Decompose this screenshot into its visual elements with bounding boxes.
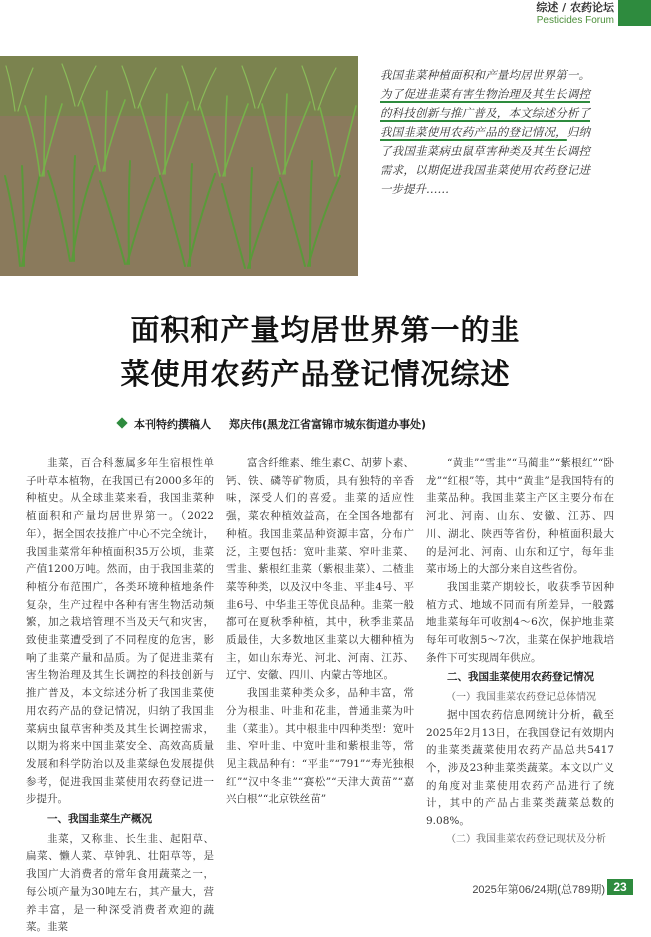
intro-line-2: 为了促进韭菜有害生物治理及其生长调控的科技创新与推广普及，本文综述分析了我国韭菜使用农药产品的登记情况， <box>380 87 590 139</box>
byline-author: 郑庆伟 <box>229 418 262 431</box>
section-heading: 二、我国韭菜使用农药登记情况 <box>447 671 594 684</box>
paragraph: 韭菜，又称韭、长生韭、起阳草、扁菜、懒人菜、草钟乳、壮阳草等，是我国广大消费者的常年食用蔬菜之一，每公顷产量为30吨左右，其产量大，营养丰富，是一种深受消费者欢迎的蔬菜。韭菜 <box>26 832 214 934</box>
paragraph: 富含纤维素、维生素C、胡萝卜素、钙、铁、磷等矿物质，具有独特的辛香味，深受人们的喜爱。韭菜的适应性强，菜农种植效益高，在全国各地都有种植。我国韭菜品种资源丰富，分布广泛，主要包括：宽叶韭菜、窄叶韭菜、雪韭、紫根红韭菜（紫根韭菜）、二楂韭菜等种类，以及汉中冬韭、平韭4号、平韭6号、中华韭王等优良品种。韭菜一般都可在夏秋季种植，其中，秋季韭菜品质最佳，大多数地区韭菜以大棚种植为主，如山东寿光、河北、河南、江苏、辽宁、安徽、四川、内蒙古等地区。 <box>226 457 414 682</box>
byline-role: 本刊特约撰稿人 <box>134 418 211 431</box>
page-footer <box>0 877 651 899</box>
paragraph: 韭菜，百合科葱属多年生宿根性单子叶草本植物，在我国已有2000多年的种植史。从全球韭菜来看，我国韭菜种植面积和产量均居世界第一。（2022年），据全国农技推广中心不完全统计，我国韭菜常年种植面积35万公顷，韭菜产值1200万吨。然而，由于我国韭菜的种植分布范围广，各类环境种植地条件复杂，生产过程中各种有害生物活动频繁，加之栽培管理不当及天气和灾害，致使韭菜遭受到了不同程度的危害，影响了韭菜产量和品质。为了促进韭菜有害生物治理及其生长调控的科技创新与推广普及，本文综述分析了我国韭菜使用农药产品的登记情况，归纳了我国韭菜病虫鼠草害种类及其生长调控需求，以期为将来中国韭菜安全、高效高质量发展和科学防治以及韭菜绿色发展提供参考，促进我国韭菜使用农药登记进一步提升。 <box>26 457 214 806</box>
paragraph: 据中国农药信息网统计分析，截至2025年2月13日，在我国登记有效期内的韭菜类蔬菜使用农药产品总共5417个，涉及23种韭菜类蔬菜。本文以广义的角度对韭菜使用农药产品进行了统计，其中的产品占韭菜类蔬菜总数的9.08%。 <box>426 708 614 828</box>
byline-affiliation: (黑龙江省富锦市城东街道办事处) <box>262 418 427 431</box>
page-number: 23 <box>607 879 633 895</box>
article-title <box>0 308 651 396</box>
paragraph: 我国韭菜产期较长，收获季节因种植方式、地域不同而有所差异，一般露地韭菜每年可收割4～6次，保护地韭菜每年可收割5～7次，韭菜在保护地栽培条件下可实现周年供应。 <box>426 580 614 664</box>
intro-line-3: 归纳了我国韭菜病虫鼠草害种类及其生长调控需求，以期促进我国韭菜使用农药登记进一步提升…… <box>380 125 591 196</box>
section-category-cn: 综述 / 农药论坛 <box>536 1 614 14</box>
body-column-1 <box>26 455 214 934</box>
diamond-icon <box>116 417 127 428</box>
title-line-1: 面积和产量均居世界第一的韭 <box>130 313 521 347</box>
subsection-heading: （一）我国韭菜农药登记总体情况 <box>446 692 596 704</box>
section-header <box>480 0 614 27</box>
paragraph: “黄韭”“雪韭”“马蔺韭”“紫根红”“卧龙”“红根”等，其中“黄韭”是我国特有的韭菜品种。我国韭菜主产区主要分布在河北、河南、山东、安徽、江苏、四川、湖北、陕西等省份，种植面积最大的是河北、河南、山东和辽宁，每年韭菜市场上的大部分来自这些省份。 <box>426 457 614 576</box>
byline <box>118 416 578 432</box>
issue-label: 2025年第06/24期(总789期) <box>472 884 605 896</box>
body-column-2 <box>226 455 414 870</box>
header-accent-block <box>618 0 651 26</box>
intro-line-1: 我国韭菜种植面积和产量均居世界第一。 <box>380 68 590 82</box>
chive-field-photo <box>0 56 358 276</box>
subsection-heading: （二）我国韭菜农药登记现状及分析 <box>446 833 606 845</box>
title-line-2: 菜使用农药产品登记情况综述 <box>120 357 511 391</box>
section-category-en: Pesticides Forum <box>536 15 614 26</box>
paragraph: 我国韭菜种类众多，品种丰富，常分为根韭、叶韭和花韭，普通韭菜为叶韭（菜韭）。其中根韭中四种类型：宽叶韭、窄叶韭、中宽叶韭和紫根韭等，常见主栽品种有：“平韭”“791”“寿光独根红”“汉中冬韭”“赛松”“天津大黄苗”“嘉兴白根”“北京铁丝苗” <box>226 687 414 806</box>
section-heading: 一、我国韭菜生产概况 <box>47 813 152 826</box>
body-column-3 <box>426 455 614 870</box>
intro-abstract <box>380 66 590 199</box>
